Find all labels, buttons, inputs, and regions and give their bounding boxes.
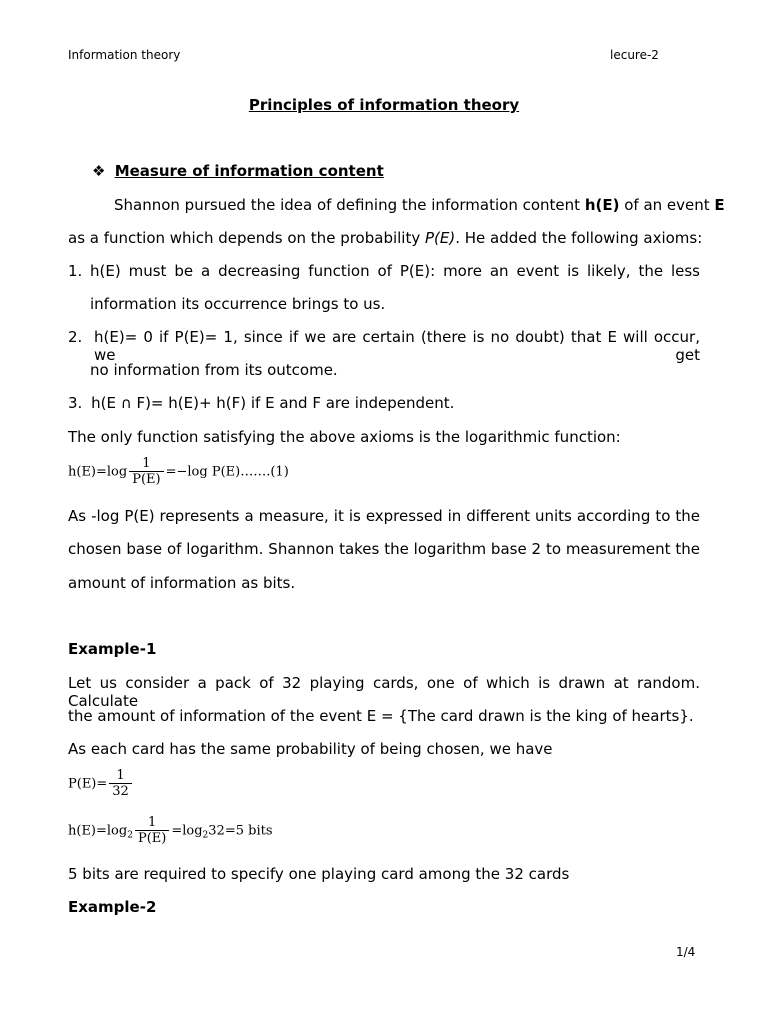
intro-line-1: Shannon pursued the idea of defining the information content h(E) of an event E [114, 196, 725, 214]
axiom-1-cont: information its occurrence brings to us. [90, 295, 386, 313]
example-1-conclusion: 5 bits are required to specify one playing card among the 32 cards [68, 865, 570, 883]
section-heading: Measure of information content [114, 162, 384, 180]
example-1-line-1: Let us consider a pack of 32 playing cards, one of which is drawn at random. Calculate [68, 674, 700, 710]
para2-line-3: amount of information as bits. [68, 574, 296, 592]
equation-p: P(E)= $\frac{1}{32}$ [68, 768, 134, 800]
axiom-1: 1. h(E) must be a decreasing function of P(E): more an event is likely, the less [68, 262, 700, 280]
example-2-title: Example-2 [68, 898, 157, 916]
example-1-title: Example-1 [68, 640, 157, 658]
example-1-line-2: the amount of information of the event E = {The card drawn is the king of hearts}. [68, 707, 694, 725]
header-right: lecure-2 [610, 48, 659, 62]
para2-line-1: As -log P(E) represents a measure, it is expressed in different units according to the [68, 507, 700, 525]
axiom-2: 2. h(E)= 0 if P(E)= 1, since if we are certain (there is no doubt) that E will occur, we get [68, 328, 700, 364]
only-function-text: The only function satisfying the above axioms is the logarithmic function: [68, 428, 621, 446]
example-1-line-3: As each card has the same probability of being chosen, we have [68, 740, 553, 758]
page-number: 1/4 [676, 945, 696, 959]
header-left: Information theory [68, 48, 181, 62]
page-title: Principles of information theory [248, 96, 520, 114]
equation-h: $h(E)=\log_2$ $\frac{1}{P(E)}$ $=\log_232=5$ bits [68, 815, 273, 846]
para2-line-2: chosen base of logarithm. Shannon takes the logarithm base 2 to measurement the [68, 540, 700, 558]
diamond-bullet-icon: ❖ [92, 162, 106, 180]
axiom-2-cont: no information from its outcome. [90, 361, 338, 379]
axiom-3: 3. h(E ∩ F)= h(E)+ h(F) if E and F are independent. [68, 394, 455, 412]
equation-1: h(E)=log $\frac{1}{P(E)}$ =−log P(E)…….(1) [68, 456, 289, 487]
intro-line-2: as a function which depends on the probability P(E). He added the following axioms: [68, 229, 703, 247]
